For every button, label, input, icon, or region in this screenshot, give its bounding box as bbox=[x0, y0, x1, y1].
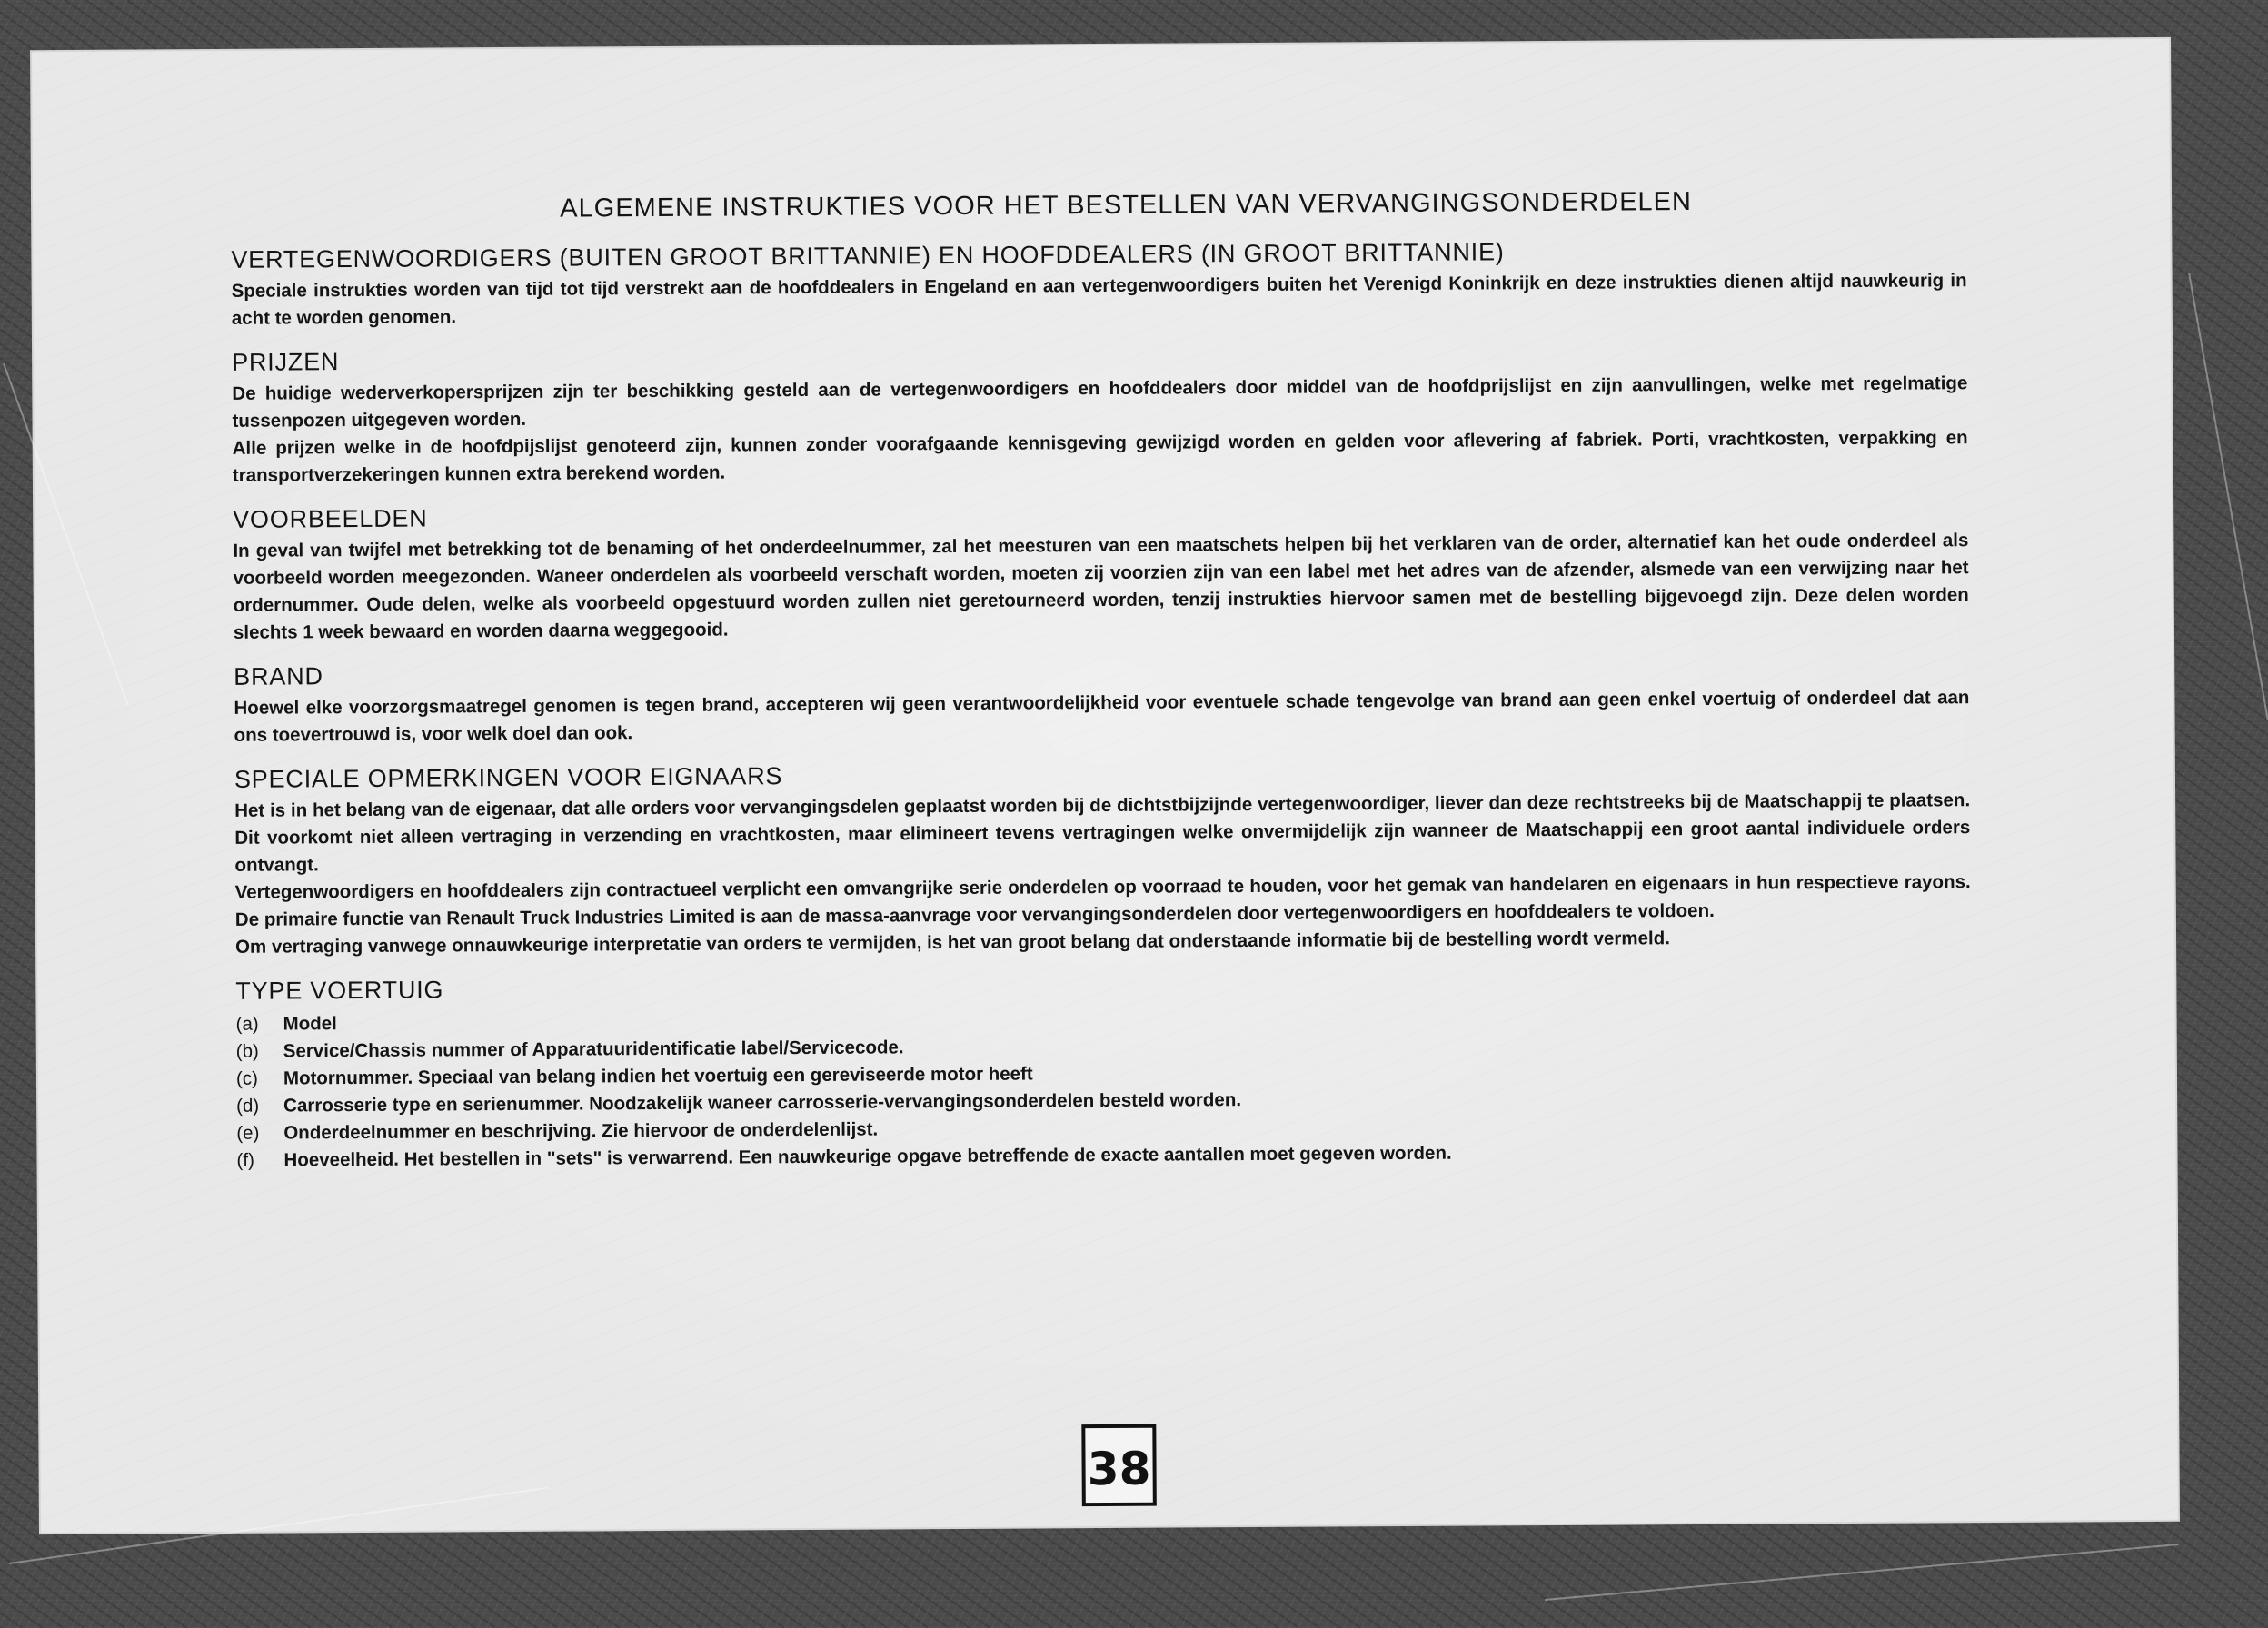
section-representatives bbox=[231, 235, 1967, 333]
section-owner-notes bbox=[234, 755, 1971, 961]
background-scratch bbox=[2188, 273, 2268, 720]
list-marker: (e) bbox=[236, 1122, 260, 1144]
vehicle-info-list bbox=[235, 1000, 1972, 1175]
section-vehicle-type bbox=[235, 967, 1972, 1175]
list-item-text: Motornummer. Speciaal van belang indien het voertuig een gereviseerde motor heeft bbox=[283, 1063, 1033, 1089]
list-marker: (b) bbox=[235, 1040, 259, 1062]
section-prices bbox=[232, 338, 1968, 490]
document-title: ALGEMENE INSTRUKTIES VOOR HET BESTELLEN VAN VERVANGINGSONDERDELEN bbox=[560, 187, 1693, 223]
list-item-text: Carrosserie type en serienummer. Noodzakelijk waneer carrosserie-vervangingsonderdelen besteld worden. bbox=[284, 1089, 1242, 1117]
list-item-text: Service/Chassis nummer of Apparatuuridentificatie label/Servicecode. bbox=[283, 1037, 904, 1062]
list-item-text: Model bbox=[283, 1013, 337, 1035]
section-heading: SPECIALE OPMERKINGEN VOOR EIGNAARS bbox=[234, 762, 783, 793]
background-scratch bbox=[1545, 1544, 2179, 1601]
section-fire bbox=[234, 652, 1970, 749]
section-paragraph: In geval van twijfel met betrekking tot de benaming of het onderdeelnummer, zal het meesturen van een maatschets helpen bij het verklaren van de order, alternatief kan het oude onderdeel als voorbeeld worden meegezonden. Waneer onderdelen als voorbeeld verschaft worden, moeten zij voorzien zijn van een label met het adres van de afzender, alsmede van een verwijzing naar het ordernummer. Oude delen, welke als voorbeeld opgestuurd worden zullen niet geretourneerd worden, tenzij instrukties hiervoor samen met de bestelling bijgevoegd zijn. Deze delen worden slechts 1 week bewaard en worden daarna weggegooid. bbox=[233, 530, 1969, 643]
page-content bbox=[231, 185, 1973, 1191]
section-paragraph: Alle prijzen welke in de hoofdpijslijst genoteerd zijn, kunnen zonder voorafgaande kennisgeving gewijzigd worden en gelden voor aflevering af fabriek. Porti, vrachtkosten, verpakking en transportverzekeringen kunnen extra berekend worden. bbox=[232, 427, 1968, 486]
document-page bbox=[32, 39, 2178, 1533]
list-marker: (f) bbox=[236, 1149, 254, 1171]
section-paragraph: Vertegenwoordigers en hoofddealers zijn contractueel verplicht een omvangrijke serie onderdelen op voorraad te houden, voor het gemak van handelaren en eigenaars in hun respectieve rayons. De primaire functie van Renault Truck Industries Limited is aan de massa-aanvrage voor vervangingsonderdelen door vertegenwoordigers en hoofddealers te voldoen. bbox=[234, 871, 1971, 930]
section-examples bbox=[233, 495, 1969, 647]
section-paragraph: Om vertraging vanwege onnauwkeurige interpretatie van orders te vermijden, is het van groot belang dat onderstaande informatie bij de bestelling wordt vermeld. bbox=[234, 928, 1670, 958]
section-heading: VERTEGENWOORDIGERS (BUITEN GROOT BRITTANNIE) EN HOOFDDEALERS (IN GROOT BRITTANNIE) bbox=[231, 238, 1505, 273]
section-paragraph: Hoewel elke voorzorgsmaatregel genomen is tegen brand, accepteren wij geen verantwoordelijkheid voor eventuele schade tengevolge van brand aan geen enkel voertuig of onderdeel dat aan ons toevertrouwd is, voor welk doel dan ook. bbox=[234, 687, 1970, 746]
list-item-text: Hoeveelheid. Het bestellen in "sets" is verwarrend. Een nauwkeurige opgave betreffende de exacte aantallen moet gegeven worden. bbox=[284, 1142, 1452, 1171]
section-heading: PRIJZEN bbox=[232, 348, 340, 376]
section-heading: BRAND bbox=[234, 662, 323, 690]
list-marker: (c) bbox=[235, 1067, 258, 1089]
section-paragraph: Het is in het belang van de eigenaar, dat alle orders voor vervangingsdelen geplaatst worden bij de dichtstbijzijnde vertegenwoordiger, liever dan deze rechtstreeks bij de Maatschappij te plaatsen. Dit voorkomt niet alleen vertraging in verzending en vrachtkosten, maar elimineert tevens vertragingen welke onvermijdelijk zijn wanneer de Maatschappij een groot aantal individuele orders ontvangt. bbox=[234, 789, 1971, 876]
section-paragraph: De huidige wederverkopersprijzen zijn ter beschikking gesteld aan de vertegenwoordigers en hoofddealers door middel van de hoofdprijslijst en zijn aanvullingen, welke met regelmatige tussenpozen uitgegeven worden. bbox=[232, 372, 1968, 432]
page-number-box: 38 bbox=[1081, 1424, 1157, 1506]
section-heading: TYPE VOERTUIG bbox=[235, 976, 444, 1005]
list-marker: (a) bbox=[235, 1013, 259, 1035]
list-marker: (d) bbox=[236, 1095, 260, 1117]
list-item-text: Onderdeelnummer en beschrijving. Zie hiervoor de onderdelenlijst. bbox=[284, 1118, 879, 1144]
section-paragraph: Speciale instrukties worden van tijd tot tijd verstrekt aan de hoofddealers in Engeland en aan vertegenwoordigers buiten het Verenigd Koninkrijk en deze instrukties dienen altijd nauwkeurig in acht te worden genomen. bbox=[231, 270, 1967, 329]
section-heading: VOORBEELDEN bbox=[233, 504, 428, 533]
